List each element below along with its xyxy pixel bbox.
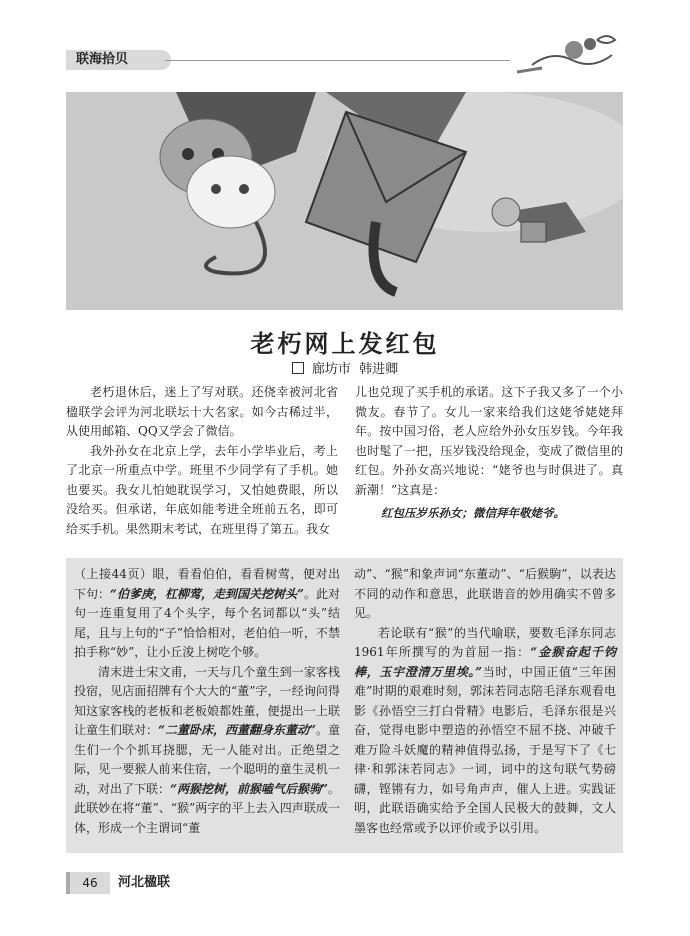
paragraph: 儿也兑现了买手机的承诺。这下子我又多了一个小微友。春节了。女儿一家来给我们这姥爷姥姥拜年。按中国习俗，老人应给外孙女压岁钱。今年我也时髦了一把，压岁钱没给现金，变成了微信里的红包。外孙女高兴地说：“姥爷也与时俱进了。真新潮！”这真是： — [355, 385, 623, 497]
magazine-name: 河北楹联 — [118, 875, 171, 890]
section-label: 联海拾贝 — [76, 52, 129, 67]
byline — [0, 358, 690, 377]
page-number: 46 — [66, 872, 110, 894]
paragraph: 老朽退休后，迷上了写对联。还侥幸被河北省楹联学会评为河北联坛十大名家。如今古稀过半，从使用邮箱、QQ又学会了微信。 — [66, 385, 338, 438]
paragraph: 动”、“猴”和象声词“东董动”、“后猴駒”，以表达不同的动作和意思，此联谐音的妙用确实不曾多见。 — [354, 567, 616, 620]
article-title: 老朽网上发红包 — [250, 330, 440, 358]
chat-bubble-icon — [187, 156, 275, 228]
continued-column-right — [354, 565, 616, 838]
paragraph: 清末进士宋文甫，一天与几个童生到一家客栈投宿，见店面招牌有个大大的“董”字，一经询问得知这家客栈的老板和老板娘都姓董，便提出一上联让童生们联对：“二董卧床，西董翻身东董动”。童生们一个个抓耳挠腮，无一人能对出。正绝望之际，见一要猴人前来住宿，一个聪明的童生灵机一动，对出了下联：“两猴挖树，前猴嗑气后猴驹”。此联妙在将“董”、“猴”两字的平上去入四声联成一体，形成一个主谓词“董 — [74, 664, 340, 835]
byline-box — [292, 362, 304, 374]
header-ornament — [512, 30, 622, 80]
paragraph: 我外孙女在北京上学，去年小学毕业后，考上了北京一所重点中学。班里不少同学有了手机。她也要买。我女儿怕她耽误学习，又怕她费眼，所以没给买。但承诺，年底如能考进全班前五名，即可给买手机。果然期末考试，在班里得了第五。我女 — [66, 443, 338, 536]
paragraph: 若论联有“猴”的当代喻联，要数毛泽东同志1961年所撰写的为首屈一指：“金猴奋起千钧棒，玉宇澄清万里埃。”当时，中国正值“三年困难”时期的艰难时刻，郭沫若同志陪毛泽东观看电影《孙悟空三打白骨精》电影后，毛泽东很是兴奋，觉得电影中塑造的孙悟空不屈不挠、冲破千难万险斗妖魔的精神值得弘扬，于是写下了《七律·和郭沫若同志》一词，词中的这句联气势磅礴，铿锵有力，如号角声声，催人上进。实践证明，此联语确实给予全国人民极大的鼓舞，文人墨客也经常或予以评价或予以引用。 — [354, 625, 617, 835]
article-column-left — [66, 383, 338, 539]
section-label-tag — [66, 50, 171, 70]
article-illustration — [66, 92, 623, 310]
illustration-art — [66, 92, 623, 310]
paragraph: （上接44页）眼，看看伯伯，看看树莺，便对出下句：“伯爹庚，杠柳莺，走到国关挖树头”。此对句一连重复用了4个头字，每个名词都以“头”结尾，且与上句的“子”恰恰相对，老伯伯一听，不禁拍手称“妙”，让小丘浚上树吃个够。 — [74, 567, 340, 659]
header-rule — [165, 60, 510, 61]
continued-column-left — [74, 565, 340, 838]
verse-couplet: 红包压岁乐孙女；微信拜年敬姥爷。 — [381, 506, 565, 520]
byline-author: 韩进卿 — [359, 362, 399, 377]
byline-location: 廊坊市 — [311, 362, 351, 377]
article-column-right — [355, 383, 623, 524]
